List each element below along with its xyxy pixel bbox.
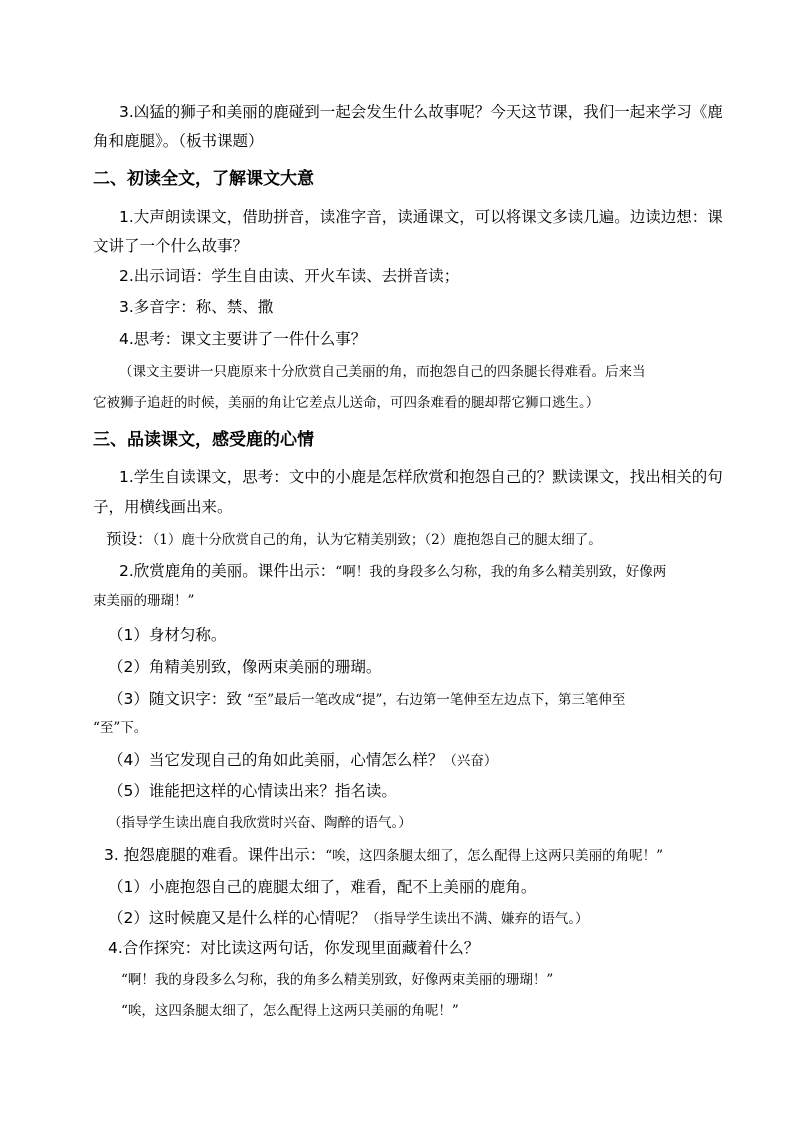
paragraph-intro-line1: 3.凶猛的狮子和美丽的鹿碰到一起会发生什么故事呢？今天这节课，我们一起来学习《鹿 (119, 103, 723, 121)
s3-item3-a: （1）小鹿抱怨自己的鹿腿太细了，难看，配不上美丽的鹿角。 (108, 878, 537, 896)
s3-item2-e: （5）谁能把这样的心情读出来？指名读。 (108, 782, 397, 800)
s3-item3-b (108, 908, 589, 929)
s3-item2-d (108, 750, 497, 771)
s3-item1-line1: 1.学生自读课文，思考：文中的小鹿是怎样欣赏和抱怨自己的？默读课文，找出相关的句 (119, 468, 723, 486)
s2-item3: 3.多音字：称、禁、撒 (119, 298, 274, 316)
s3-preset-label: 预设： (106, 530, 153, 548)
paragraph-intro-line2: 角和鹿腿》。（板书课题） (93, 132, 264, 150)
s2-note-line2: 它被狮子追赶的时候，美丽的角让它差点儿送命，可四条难看的腿却帮它狮口逃生。） (93, 395, 600, 411)
section-heading-2: 二、初读全文，了解课文大意 (93, 169, 314, 189)
s3-item2-c-line2: “至”下。 (93, 720, 148, 736)
s3-item2-prefix: 2.欣赏鹿角的美丽。课件出示： (119, 562, 336, 580)
s3-item1-line2: 子，用横线画出来。 (93, 498, 233, 516)
s3-preset-text: （1）鹿十分欣赏自己的角，认为它精美别致；（2）鹿抱怨自己的腿太细了。 (152, 532, 602, 548)
quote-1: “啊！我的身段多么匀称，我的角多么精美别致，好像两束美丽的珊瑚！” (121, 972, 554, 988)
s2-item1-line2: 文讲了一个什么故事？ (93, 237, 249, 255)
s3-item2-d-text: （4）当它发现自己的角如此美丽，心情怎么样？ (108, 751, 444, 769)
s3-item2-d-note: （兴奋） (443, 753, 498, 769)
s3-item2-c-rest: “至”最后一笔改成“提”，右边第一笔伸至左边点下，第三笔伸至 (246, 692, 626, 708)
s2-item4: 4.思考：课文主要讲了一件什么事？ (119, 330, 367, 348)
s2-item1-line1: 1.大声朗读课文，借助拼音，读准字音，读通课文，可以将课文多读几遍。边读边想：课 (119, 208, 723, 226)
s3-item2-c-prefix: （3）随文识字：致 (108, 690, 242, 708)
s3-preset (106, 529, 602, 550)
s3-item2-c-line1 (108, 689, 625, 710)
s3-item2-quote: “啊！我的身段多么匀称，我的角多么精美别致，好像两 (335, 564, 667, 580)
s3-item3-line1 (104, 845, 663, 866)
s3-item4: 4.合作探究：对比读这两句话，你发现里面藏着什么？ (108, 939, 480, 957)
s3-item2-line2: 束美丽的珊瑚！” (93, 593, 195, 609)
s3-item3-b-note: （指导学生读出不满、嫌弃的语气。） (365, 911, 589, 927)
section-heading-3: 三、品读课文，感受鹿的心情 (93, 430, 314, 450)
s3-item2-b: （2）角精美别致，像两束美丽的珊瑚。 (108, 658, 382, 676)
s3-item2-line1 (119, 561, 666, 582)
s3-item3-quote: “唉，这四条腿太细了，怎么配得上这两只美丽的角呢！” (325, 848, 664, 864)
s3-item2-note: （指导学生读出鹿自我欣赏时兴奋、陶醉的语气。） (108, 815, 412, 831)
s3-item3-b-text: （2）这时候鹿又是什么样的心情呢？ (108, 909, 366, 927)
s3-item3-prefix: 3. 抱怨鹿腿的难看。课件出示： (104, 846, 326, 864)
quote-2: “唉，这四条腿太细了，怎么配得上这两只美丽的角呢！” (121, 1003, 459, 1019)
s3-item2-a: （1）身材匀称。 (108, 626, 227, 644)
s2-note-line1: （课文主要讲一只鹿原来十分欣赏自己美丽的角，而抱怨自己的四条腿长得难看。后来当 (119, 364, 646, 380)
s2-item2: 2.出示词语：学生自由读、开火车读、去拼音读； (119, 267, 460, 285)
